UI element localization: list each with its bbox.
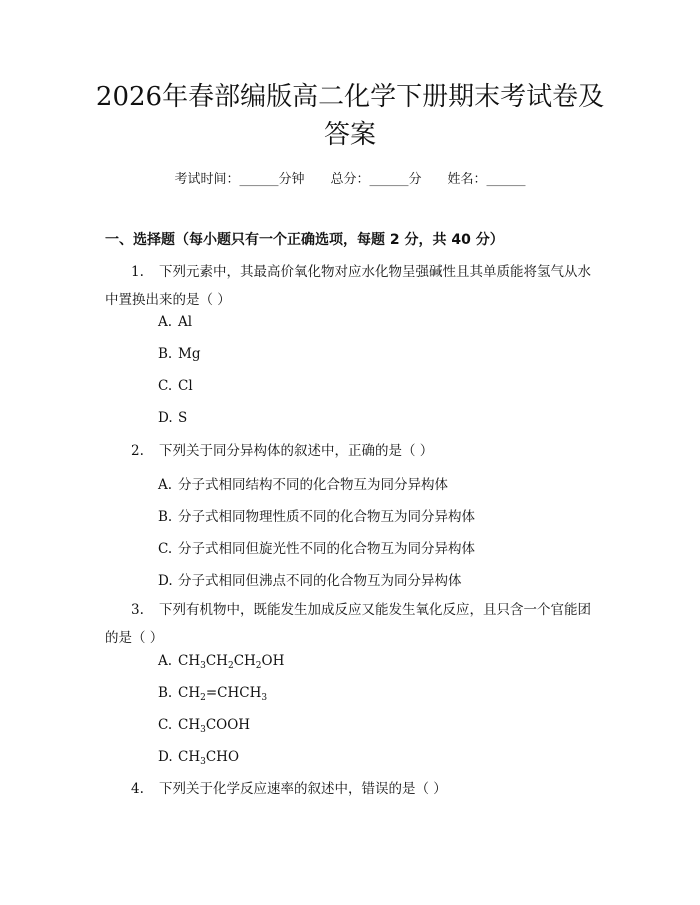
question-text: 下列元素中，其最高价氧化物对应水化物呈强碱性且其单质能将氢气从水中置换出来的是（ ） [105, 264, 591, 308]
option-letter: B. [158, 685, 173, 701]
section-heading: 一、选择题（每小题只有一个正确选项，每题 2 分，共 40 分） [105, 232, 504, 248]
page-title: 2026年春部编版高二化学下册期末考试卷及答案 [95, 82, 605, 150]
option-item [158, 653, 284, 669]
option-text: Al [178, 314, 193, 330]
option-letter: C. [158, 541, 173, 557]
question-text: 下列关于化学反应速率的叙述中，错误的是（ ） [159, 781, 447, 797]
option-text: 分子式相同结构不同的化合物互为同分异构体 [178, 477, 448, 493]
question-stem [105, 258, 602, 314]
formula: $CH_3COOH$ [178, 717, 251, 735]
question-stem [105, 596, 602, 652]
name-label: 姓名： [447, 172, 487, 187]
option-letter: A. [158, 477, 173, 493]
option-letter: C. [158, 717, 173, 733]
formula: $CH_3CH_2CH_2OH$ [178, 653, 285, 671]
score-label: 总分： [330, 172, 370, 187]
score-unit: 分 [408, 172, 422, 187]
question-number: 1. [131, 264, 144, 280]
question-stem [105, 775, 602, 803]
option-item [158, 685, 267, 701]
option-letter: D. [158, 573, 173, 589]
question-text: 下列有机物中，既能发生加成反应又能发生氧化反应，且只含一个官能团的是（ ） [105, 602, 591, 646]
option-text: 分子式相同但旋光性不同的化合物互为同分异构体 [178, 541, 475, 557]
time-label: 考试时间： [174, 172, 240, 187]
formula: $CH_2=CHCH_3$ [178, 685, 268, 703]
option-letter: D. [158, 410, 173, 426]
exam-meta-line [0, 168, 700, 187]
option-letter: B. [158, 509, 173, 525]
option-text: Mg [178, 346, 201, 362]
option-item [158, 346, 200, 362]
question-number: 2. [131, 443, 144, 459]
option-item [158, 378, 193, 394]
option-item [158, 749, 239, 765]
time-unit: 分钟 [278, 172, 305, 187]
question-text: 下列关于同分异构体的叙述中，正确的是（ ） [159, 443, 434, 459]
option-item [158, 473, 448, 493]
question-number: 3. [131, 602, 144, 618]
option-letter: C. [158, 378, 173, 394]
option-letter: A. [158, 314, 173, 330]
option-item [158, 537, 475, 557]
option-text: Cl [178, 378, 193, 394]
option-item [158, 569, 462, 589]
option-item [158, 717, 250, 733]
option-text: S [178, 410, 188, 426]
option-letter: B. [158, 346, 173, 362]
option-letter: D. [158, 749, 173, 765]
option-item [158, 410, 187, 426]
option-letter: A. [158, 653, 173, 669]
time-blank: ______ [239, 172, 279, 187]
option-item [158, 314, 192, 330]
option-text: 分子式相同但沸点不同的化合物互为同分异构体 [178, 573, 462, 589]
score-blank: ______ [369, 172, 409, 187]
name-blank: ______ [486, 172, 526, 187]
option-text: 分子式相同物理性质不同的化合物互为同分异构体 [178, 509, 475, 525]
option-item [158, 505, 475, 525]
question-number: 4. [131, 781, 144, 797]
formula: $CH_3CHO$ [178, 749, 240, 767]
question-stem [105, 437, 602, 465]
